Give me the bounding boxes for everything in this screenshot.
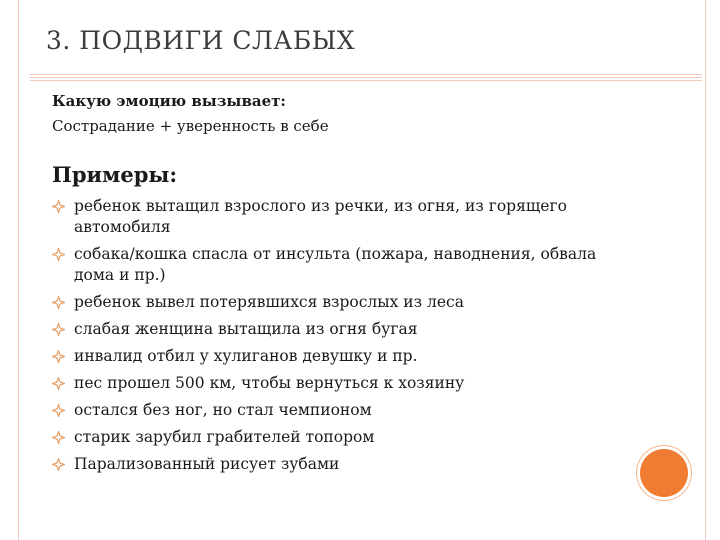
diamond-flower-icon	[52, 350, 65, 363]
title-underline	[30, 74, 702, 75]
list-item-text: ребенок вытащил взрослого из речки, из огня, из горящего автомобиля	[74, 197, 567, 236]
list-item	[50, 427, 610, 448]
diamond-flower-icon	[52, 323, 65, 336]
list-item	[50, 196, 610, 238]
list-item-text: остался без ног, но стал чемпионом	[74, 401, 372, 419]
list-item-text: слабая женщина вытащила из огня бугая	[74, 320, 418, 338]
list-item	[50, 319, 610, 340]
list-item	[50, 373, 610, 394]
diamond-flower-icon	[52, 431, 65, 444]
list-item	[50, 292, 610, 313]
list-item	[50, 244, 610, 286]
diamond-flower-icon	[52, 296, 65, 309]
list-item-text: Парализованный рисует зубами	[74, 455, 340, 473]
list-item-text: инвалид отбил у хулиганов девушку и пр.	[74, 347, 418, 365]
examples-heading: Примеры:	[52, 162, 178, 187]
list-item	[50, 454, 610, 475]
diamond-flower-icon	[52, 458, 65, 471]
list-item-text: старик зарубил грабителей топором	[74, 428, 375, 446]
diamond-flower-icon	[52, 200, 65, 213]
list-item	[50, 346, 610, 367]
title-underline	[30, 77, 702, 78]
slide-title: 3. ПОДВИГИ СЛАБЫХ	[46, 26, 356, 55]
diamond-flower-icon	[52, 404, 65, 417]
diamond-flower-icon	[52, 248, 65, 261]
diamond-flower-icon	[52, 377, 65, 390]
decorative-circle	[640, 449, 688, 497]
examples-list	[50, 196, 610, 481]
list-item-text: пес прошел 500 км, чтобы вернуться к хозяину	[74, 374, 465, 392]
list-item-text: собака/кошка спасла от инсульта (пожара, наводнения, обвала дома и пр.)	[74, 245, 597, 284]
emotion-label: Какую эмоцию вызывает:	[52, 92, 286, 110]
emotion-value: Сострадание + уверенность в себе	[52, 117, 329, 135]
list-item	[50, 400, 610, 421]
list-item-text: ребенок вывел потерявшихся взрослых из леса	[74, 293, 464, 311]
title-underline	[30, 80, 702, 81]
